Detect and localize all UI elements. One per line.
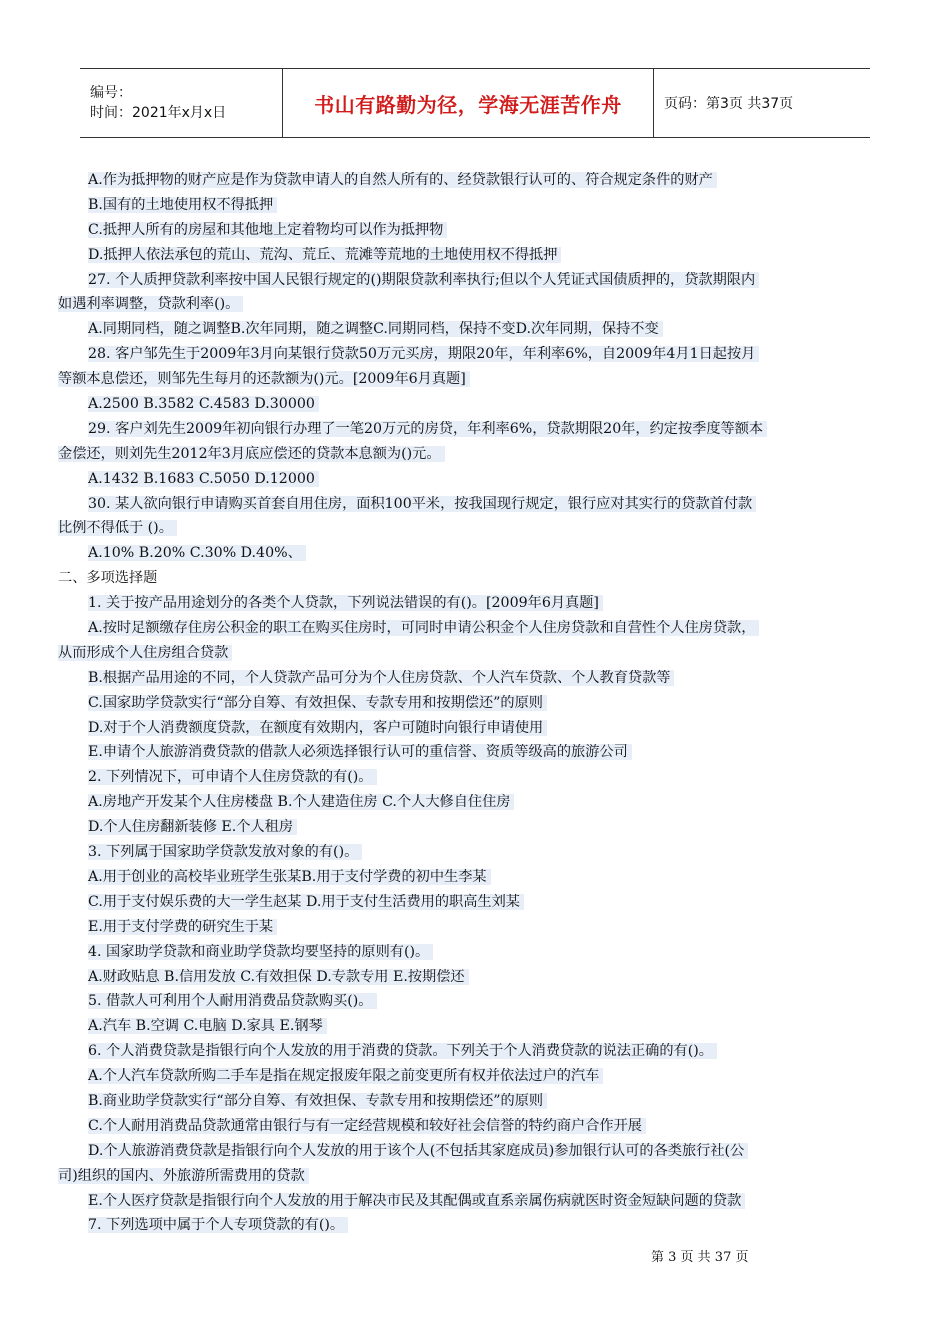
text-line-content: A.房地产开发某个人住房楼盘 B.个人建造住房 C.个人大修自住住房 bbox=[88, 794, 514, 810]
text-line-content: B.商业助学贷款实行“部分自筹、有效担保、专款专用和按期偿还”的原则 bbox=[88, 1093, 547, 1109]
text-line bbox=[58, 591, 890, 616]
text-line-content: 2. 下列情况下，可申请个人住房贷款的有()。 bbox=[88, 769, 377, 785]
text-line-content: D.对于个人消费额度贷款，在额度有效期内，客户可随时向银行申请使用 bbox=[88, 720, 547, 736]
text-line bbox=[58, 516, 890, 541]
text-line bbox=[58, 790, 890, 815]
text-line bbox=[58, 193, 890, 218]
text-line-content: A.10% B.20% C.30% D.40%、 bbox=[88, 545, 306, 561]
text-line-content: A.按时足额缴存住房公积金的职工在购买住房时，可同时申请公积金个人住房贷款和自营性个人住房贷款， bbox=[88, 620, 759, 636]
text-line-content: 如遇利率调整，贷款利率()。 bbox=[58, 296, 243, 312]
text-line-content: A.个人汽车贷款所购二手车是指在规定报废年限之前变更所有权并依法过户的汽车 bbox=[88, 1068, 603, 1084]
text-line-content: A.作为抵押物的财产应是作为贷款申请人的自然人所有的、经贷款银行认可的、符合规定条件的财产 bbox=[88, 172, 717, 188]
document-body bbox=[58, 168, 890, 1238]
text-line-content: A.2500 B.3582 C.4583 D.30000 bbox=[88, 396, 319, 412]
text-line bbox=[58, 815, 890, 840]
document-date-label: 时间：2021年x月x日 bbox=[90, 105, 227, 121]
text-line bbox=[58, 890, 890, 915]
text-line bbox=[58, 367, 890, 392]
text-line-content: B.国有的土地使用权不得抵押 bbox=[88, 197, 277, 213]
text-line bbox=[58, 1164, 890, 1189]
text-line bbox=[58, 616, 890, 641]
text-line-content: 28. 客户邹先生于2009年3月向某银行贷款50万元买房，期限20年，年利率6%，自2009年4月1日起按月 bbox=[88, 346, 759, 362]
text-line bbox=[58, 442, 890, 467]
text-line-content: E.个人医疗贷款是指银行向个人发放的用于解决市民及其配偶或直系亲属伤病就医时资金短缺问题的贷款 bbox=[88, 1193, 745, 1209]
text-line-content: D.抵押人依法承包的荒山、荒沟、荒丘、荒滩等荒地的土地使用权不得抵押 bbox=[88, 247, 561, 263]
text-line bbox=[58, 716, 890, 741]
document-number-label: 编号： bbox=[90, 85, 132, 101]
text-line-content: C.用于支付娱乐费的大一学生赵某 D.用于支付生活费用的职高生刘某 bbox=[88, 894, 524, 910]
text-line-content: E.申请个人旅游消费贷款的借款人必须选择银行认可的重信誉、资质等级高的旅游公司 bbox=[88, 744, 632, 760]
text-line-content: 7. 下列选项中属于个人专项贷款的有()。 bbox=[88, 1217, 348, 1233]
text-line-content: 等额本息偿还，则邹先生每月的还款额为()元。[2009年6月真题] bbox=[58, 371, 470, 387]
header-meta bbox=[80, 69, 282, 137]
section-heading bbox=[58, 566, 890, 591]
text-line-content: C.国家助学贷款实行“部分自筹、有效担保、专款专用和按期偿还”的原则 bbox=[88, 695, 547, 711]
text-line bbox=[58, 965, 890, 990]
page-header bbox=[80, 68, 870, 138]
text-line bbox=[58, 989, 890, 1014]
page-footer: 第 3 页 共 37 页 bbox=[651, 1250, 749, 1265]
text-line bbox=[58, 392, 890, 417]
text-line-content: D.个人旅游消费贷款是指银行向个人发放的用于该个人(不包括其家庭成员)参加银行认可的各类旅行社(公 bbox=[88, 1143, 748, 1159]
text-line-content: 6. 个人消费贷款是指银行向个人发放的用于消费的贷款。下列关于个人消费贷款的说法正确的有()。 bbox=[88, 1043, 717, 1059]
text-line bbox=[58, 218, 890, 243]
text-line-content: A.财政贴息 B.信用发放 C.有效担保 D.专款专用 E.按期偿还 bbox=[88, 969, 469, 985]
text-line bbox=[58, 1139, 890, 1164]
text-line-content: A.用于创业的高校毕业班学生张某B.用于支付学费的初中生李某 bbox=[88, 869, 491, 885]
text-line bbox=[58, 915, 890, 940]
text-line-content: A.汽车 B.空调 C.电脑 D.家具 E.钢琴 bbox=[88, 1018, 327, 1034]
text-line bbox=[58, 243, 890, 268]
text-line bbox=[58, 292, 890, 317]
text-line bbox=[58, 740, 890, 765]
text-line-content: C.个人耐用消费品贷款通常由银行与有一定经营规模和较好社会信誉的特约商户合作开展 bbox=[88, 1118, 646, 1134]
text-line bbox=[58, 541, 890, 566]
text-line-content: 司)组织的国内、外旅游所需费用的贷款 bbox=[58, 1168, 309, 1184]
text-line bbox=[58, 1014, 890, 1039]
text-line bbox=[58, 417, 890, 442]
text-line-content: 1. 关于按产品用途划分的各类个人贷款，下列说法错误的有()。[2009年6月真题] bbox=[88, 595, 603, 611]
text-line bbox=[58, 1114, 890, 1139]
text-line-content: C.抵押人所有的房屋和其他地上定着物均可以作为抵押物 bbox=[88, 222, 447, 238]
text-line bbox=[58, 342, 890, 367]
text-line-content: 29. 客户刘先生2009年初向银行办理了一笔20万元的房贷，年利率6%，贷款期限20年，约定按季度等额本 bbox=[88, 421, 767, 437]
text-line bbox=[58, 492, 890, 517]
text-line-content: 金偿还，则刘先生2012年3月底应偿还的贷款本息额为()元。 bbox=[58, 446, 445, 462]
text-line bbox=[58, 1089, 890, 1114]
text-line-content: 比例不得低于 ()。 bbox=[58, 520, 177, 536]
text-line-content: 从而形成个人住房组合贷款 bbox=[58, 645, 232, 661]
text-line-content: 二、多项选择题 bbox=[58, 570, 158, 587]
text-line-content: D.个人住房翻新装修 E.个人租房 bbox=[88, 819, 297, 835]
text-line-content: 5. 借款人可利用个人耐用消费品贷款购买()。 bbox=[88, 993, 377, 1009]
text-line bbox=[58, 168, 890, 193]
text-line bbox=[58, 691, 890, 716]
text-line bbox=[58, 1064, 890, 1089]
header-motto: 书山有路勤为径，学海无涯苦作舟 bbox=[314, 92, 622, 117]
text-line bbox=[58, 940, 890, 965]
text-line-content: 30. 某人欲向银行申请购买首套自用住房，面积100平米，按我国现行规定，银行应对其实行的贷款首付款 bbox=[88, 496, 756, 512]
text-line bbox=[58, 865, 890, 890]
header-page-cell bbox=[654, 69, 870, 137]
text-line bbox=[58, 1189, 890, 1214]
text-line bbox=[58, 765, 890, 790]
text-line bbox=[58, 1039, 890, 1064]
text-line bbox=[58, 840, 890, 865]
text-line-content: A.同期同档，随之调整B.次年同期，随之调整C.同期同档，保持不变D.次年同期，保持不变 bbox=[88, 321, 663, 337]
text-line bbox=[58, 317, 890, 342]
text-line bbox=[58, 666, 890, 691]
text-line bbox=[58, 467, 890, 492]
text-line bbox=[58, 268, 890, 293]
text-line-content: B.根据产品用途的不同，个人贷款产品可分为个人住房贷款、个人汽车贷款、个人教育贷款等 bbox=[88, 670, 674, 686]
header-page-label: 页码：第3页 共37页 bbox=[664, 96, 794, 112]
text-line-content: A.1432 B.1683 C.5050 D.12000 bbox=[88, 471, 319, 487]
text-line-content: 3. 下列属于国家助学贷款发放对象的有()。 bbox=[88, 844, 362, 860]
text-line bbox=[58, 641, 890, 666]
text-line-content: E.用于支付学费的研究生于某 bbox=[88, 919, 277, 935]
text-line bbox=[58, 1213, 890, 1238]
text-line-content: 4. 国家助学贷款和商业助学贷款均要坚持的原则有()。 bbox=[88, 944, 433, 960]
header-motto-cell bbox=[282, 69, 654, 137]
text-line-content: 27. 个人质押贷款利率按中国人民银行规定的()期限贷款利率执行;但以个人凭证式国债质押的，贷款期限内 bbox=[88, 272, 759, 288]
